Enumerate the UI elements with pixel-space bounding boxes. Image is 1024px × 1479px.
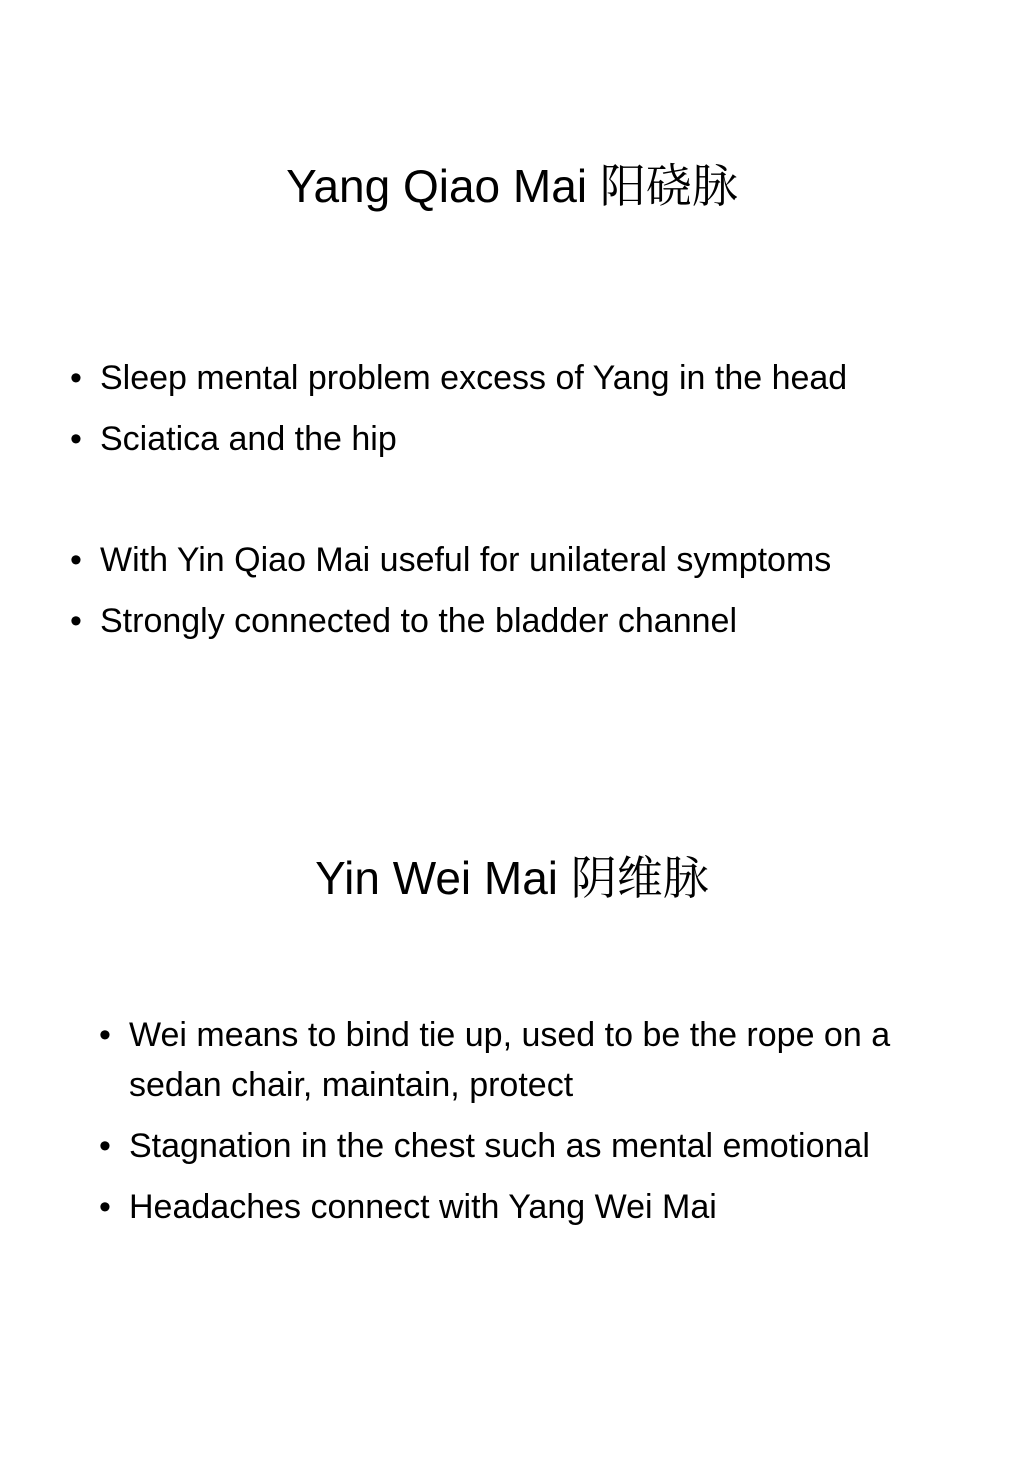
list-item xyxy=(66,536,996,584)
bullet-icon: • xyxy=(99,1016,111,1054)
bullet-icon: • xyxy=(70,602,82,640)
list-item xyxy=(95,1182,925,1232)
list-item xyxy=(66,354,996,402)
list-item-text: Sleep mental problem excess of Yang in the head xyxy=(100,359,848,397)
bullet-icon: • xyxy=(99,1127,111,1165)
list-item-text: Stagnation in the chest such as mental emotional xyxy=(129,1127,870,1165)
list-item-text: With Yin Qiao Mai useful for unilateral symptoms xyxy=(100,541,832,579)
list-item xyxy=(66,415,996,463)
list-item-text: Strongly connected to the bladder channel xyxy=(100,602,738,640)
bullet-icon: • xyxy=(99,1188,111,1226)
bullet-list-yang-qiao-mai xyxy=(66,354,996,658)
list-item-text: Sciatica and the hip xyxy=(100,420,397,458)
page-title-yang-qiao-mai: Yang Qiao Mai 阳硗脉 xyxy=(286,160,738,212)
bullet-icon: • xyxy=(70,359,82,397)
bullet-icon: • xyxy=(70,420,82,458)
list-item-text: Headaches connect with Yang Wei Mai xyxy=(129,1188,717,1226)
list-item xyxy=(95,1121,925,1171)
list-item xyxy=(66,597,996,645)
list-item-text: Wei means to bind tie up, used to be the rope on a sedan chair, maintain, protect xyxy=(129,1016,891,1104)
page-title-yin-wei-mai: Yin Wei Mai 阴维脉 xyxy=(315,852,709,904)
bullet-icon: • xyxy=(70,541,82,579)
bullet-list-yin-wei-mai xyxy=(95,1010,925,1243)
list-item xyxy=(95,1010,925,1110)
